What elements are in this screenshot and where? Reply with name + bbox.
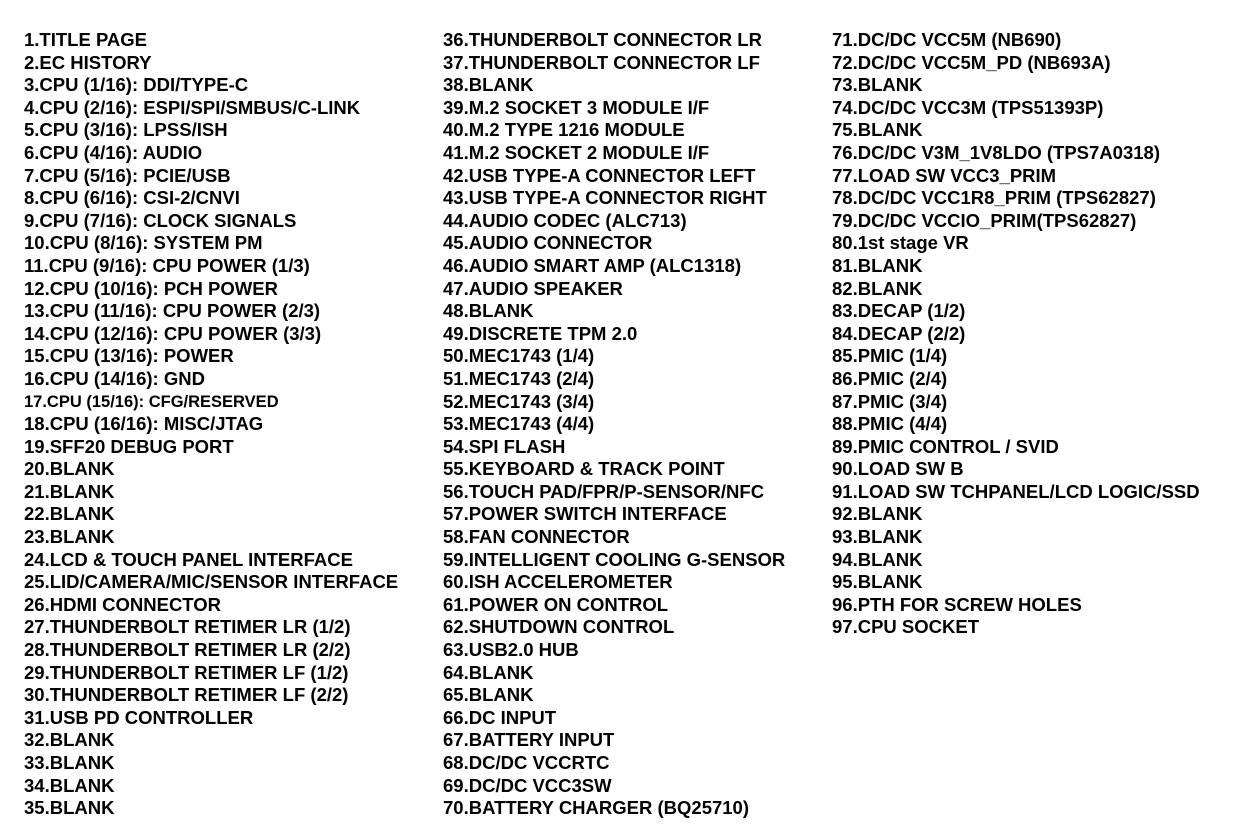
index-entry: 70.BATTERY CHARGER (BQ25710)	[443, 797, 750, 819]
index-entry: 34.BLANK	[24, 774, 115, 796]
index-entry: 35.BLANK	[24, 797, 115, 819]
index-entry: 65.BLANK	[443, 684, 534, 706]
index-entry: 71.DC/DC VCC5M (NB690)	[832, 29, 1062, 50]
index-entry: 43.USB TYPE-A CONNECTOR RIGHT	[443, 187, 767, 209]
index-entry: 44.AUDIO CODEC (ALC713)	[443, 209, 687, 231]
index-entry: 74.DC/DC VCC3M (TPS51393P)	[832, 96, 1104, 118]
index-entry: 30.THUNDERBOLT RETIMER LF (2/2)	[24, 684, 349, 706]
index-entry: 14.CPU (12/16): CPU POWER (3/3)	[24, 322, 322, 344]
index-entry: 83.DECAP (1/2)	[832, 300, 966, 322]
index-entry: 10.CPU (8/16): SYSTEM PM	[24, 232, 263, 254]
index-entry: 9.CPU (7/16): CLOCK SIGNALS	[24, 209, 297, 231]
index-entry: 66.DC INPUT	[443, 706, 557, 728]
index-entry: 52.MEC1743 (3/4)	[443, 390, 595, 412]
index-entry: 20.BLANK	[24, 458, 115, 480]
index-entry: 73.BLANK	[832, 74, 923, 96]
index-entry: 25.LID/CAMERA/MIC/SENSOR INTERFACE	[24, 571, 399, 593]
index-entry: 84.DECAP (2/2)	[832, 322, 966, 344]
index-entry: 31.USB PD CONTROLLER	[24, 706, 254, 728]
index-entry: 72.DC/DC VCC5M_PD (NB693A)	[832, 51, 1111, 73]
index-entry: 81.BLANK	[832, 254, 923, 276]
index-entry: 54.SPI FLASH	[443, 435, 566, 457]
index-entry: 92.BLANK	[832, 503, 923, 525]
index-entry: 22.BLANK	[24, 503, 115, 525]
index-entry: 7.CPU (5/16): PCIE/USB	[24, 164, 231, 186]
index-entry: 94.BLANK	[832, 548, 923, 570]
index-entry: 13.CPU (11/16): CPU POWER (2/3)	[24, 300, 321, 322]
index-entry: 53.MEC1743 (4/4)	[443, 413, 595, 435]
index-entry: 17.CPU (15/16): CFG/RESERVED	[24, 392, 279, 411]
index-entry: 62.SHUTDOWN CONTROL	[443, 616, 675, 638]
index-entry: 56.TOUCH PAD/FPR/P-SENSOR/NFC	[443, 480, 765, 502]
index-entry: 75.BLANK	[832, 119, 923, 141]
index-entry: 11.CPU (9/16): CPU POWER (1/3)	[24, 254, 310, 276]
index-entry: 59.INTELLIGENT COOLING G-SENSOR	[443, 548, 786, 570]
index-entry: 77.LOAD SW VCC3_PRIM	[832, 164, 1057, 186]
index-entry: 58.FAN CONNECTOR	[443, 526, 630, 548]
index-entry: 40.M.2 TYPE 1216 MODULE	[443, 119, 685, 141]
index-entry: 67.BATTERY INPUT	[443, 729, 615, 751]
index-entry: 32.BLANK	[24, 729, 115, 751]
index-entry: 48.BLANK	[443, 300, 534, 322]
index-entry: 87.PMIC (3/4)	[832, 390, 948, 412]
index-entry: 50.MEC1743 (1/4)	[443, 345, 595, 367]
index-entry: 33.BLANK	[24, 752, 115, 773]
index-entry: 38.BLANK	[443, 74, 534, 96]
index-entry: 76.DC/DC V3M_1V8LDO (TPS7A0318)	[832, 141, 1160, 163]
index-entry: 69.DC/DC VCC3SW	[443, 774, 612, 796]
index-column-1	[24, 29, 398, 820]
index-entry: 23.BLANK	[24, 526, 115, 548]
index-entry: 93.BLANK	[832, 526, 923, 548]
index-entry: 88.PMIC (4/4)	[832, 413, 948, 435]
index-entry: 82.BLANK	[832, 277, 923, 299]
index-entry: 45.AUDIO CONNECTOR	[443, 232, 653, 254]
index-entry: 28.THUNDERBOLT RETIMER LR (2/2)	[24, 639, 351, 661]
index-entry: 19.SFF20 DEBUG PORT	[24, 435, 234, 457]
index-entry: 95.BLANK	[832, 571, 923, 593]
index-entry: 42.USB TYPE-A CONNECTOR LEFT	[443, 164, 756, 186]
index-entry: 18.CPU (16/16): MISC/JTAG	[24, 413, 264, 435]
index-entry: 27.THUNDERBOLT RETIMER LR (1/2)	[24, 616, 351, 638]
index-entry: 79.DC/DC VCCIO_PRIM(TPS62827)	[832, 209, 1137, 231]
index-entry: 16.CPU (14/16): GND	[24, 367, 205, 389]
index-entry: 29.THUNDERBOLT RETIMER LF (1/2)	[24, 661, 349, 683]
index-entry: 60.ISH ACCELEROMETER	[443, 571, 673, 593]
index-entry: 4.CPU (2/16): ESPI/SPI/SMBUS/C-LINK	[24, 96, 361, 118]
index-entry: 12.CPU (10/16): PCH POWER	[24, 277, 278, 299]
index-entry: 68.DC/DC VCCRTC	[443, 752, 610, 773]
index-entry: 36.THUNDERBOLT CONNECTOR LR	[443, 29, 762, 50]
index-entry: 15.CPU (13/16): POWER	[24, 345, 234, 367]
index-entry: 39.M.2 SOCKET 3 MODULE I/F	[443, 96, 710, 118]
index-entry: 6.CPU (4/16): AUDIO	[24, 141, 203, 163]
index-entry: 21.BLANK	[24, 480, 115, 502]
index-entry: 61.POWER ON CONTROL	[443, 593, 669, 615]
index-entry: 51.MEC1743 (2/4)	[443, 367, 595, 389]
index-entry: 1.TITLE PAGE	[24, 29, 148, 50]
index-entry: 85.PMIC (1/4)	[832, 345, 948, 367]
index-entry: 3.CPU (1/16): DDI/TYPE-C	[24, 74, 249, 96]
index-entry: 96.PTH FOR SCREW HOLES	[832, 593, 1082, 615]
index-entry: 46.AUDIO SMART AMP (ALC1318)	[443, 254, 742, 276]
index-entry: 63.USB2.0 HUB	[443, 639, 579, 661]
index-entry: 37.THUNDERBOLT CONNECTOR LF	[443, 51, 760, 73]
index-column-3	[832, 29, 1200, 639]
index-entry: 8.CPU (6/16): CSI-2/CNVI	[24, 187, 240, 209]
index-column-2	[443, 29, 785, 820]
index-entry: 64.BLANK	[443, 661, 534, 683]
index-entry: 49.DISCRETE TPM 2.0	[443, 322, 638, 344]
index-entry: 89.PMIC CONTROL / SVID	[832, 435, 1059, 457]
index-entry: 91.LOAD SW TCHPANEL/LCD LOGIC/SSD	[832, 480, 1200, 502]
index-entry: 41.M.2 SOCKET 2 MODULE I/F	[443, 141, 710, 163]
index-entry: 47.AUDIO SPEAKER	[443, 277, 623, 299]
index-entry: 2.EC HISTORY	[24, 51, 152, 73]
index-entry: 5.CPU (3/16): LPSS/ISH	[24, 119, 228, 141]
index-entry: 78.DC/DC VCC1R8_PRIM (TPS62827)	[832, 187, 1156, 209]
index-entry: 90.LOAD SW B	[832, 458, 964, 480]
index-entry: 26.HDMI CONNECTOR	[24, 593, 222, 615]
index-entry: 86.PMIC (2/4)	[832, 367, 948, 389]
index-entry: 80.1st stage VR	[832, 232, 969, 254]
index-entry: 55.KEYBOARD & TRACK POINT	[443, 458, 725, 480]
index-entry: 97.CPU SOCKET	[832, 616, 980, 638]
index-entry: 24.LCD & TOUCH PANEL INTERFACE	[24, 548, 353, 570]
index-entry: 57.POWER SWITCH INTERFACE	[443, 503, 727, 525]
